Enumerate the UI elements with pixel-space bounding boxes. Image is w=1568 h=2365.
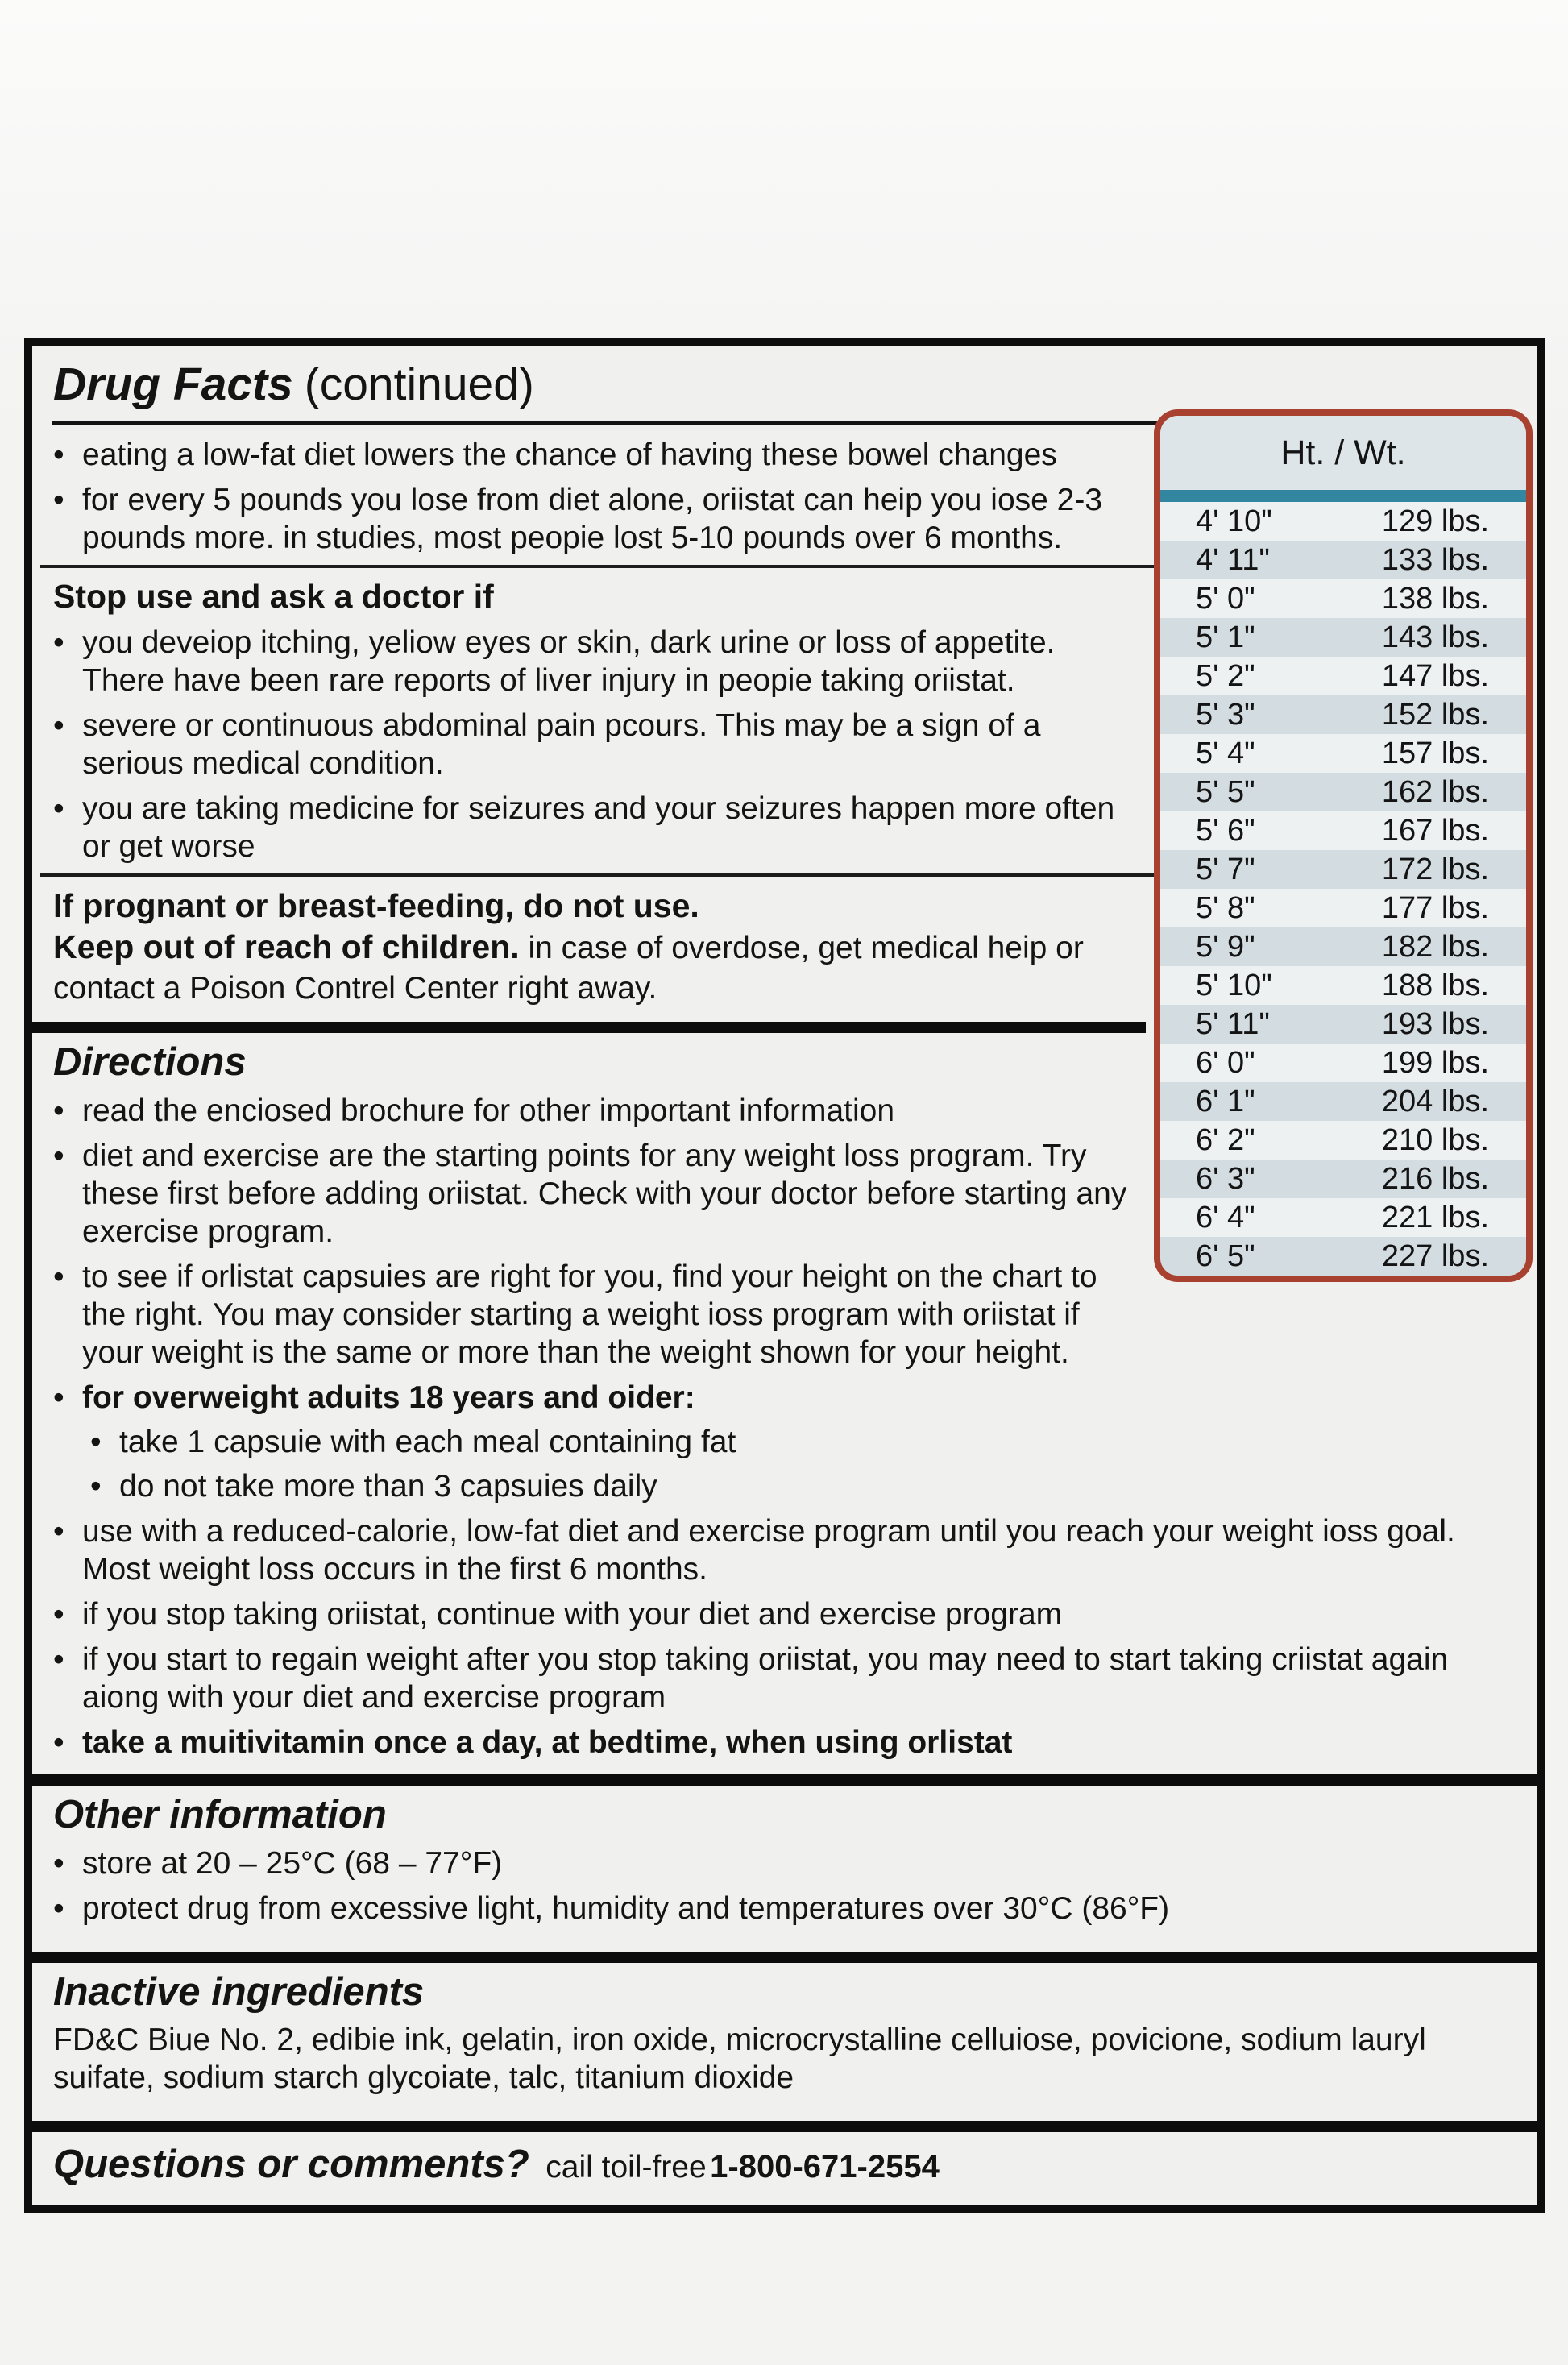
section-divider — [40, 565, 1159, 568]
bullet-icon: • — [53, 625, 64, 660]
height-cell: 6' 3" — [1196, 1161, 1255, 1196]
weight-cell: 182 lbs. — [1381, 929, 1489, 964]
height-cell: 5' 10" — [1196, 968, 1272, 1002]
chart-teal-bar — [1160, 490, 1526, 502]
directions-heading: Directions — [53, 1040, 247, 1084]
weight-cell: 199 lbs. — [1381, 1045, 1489, 1080]
list-item — [53, 1890, 1516, 1927]
table-row — [1160, 657, 1526, 695]
height-cell: 5' 11" — [1196, 1006, 1270, 1041]
list-item — [53, 1258, 1136, 1371]
list-item — [53, 1379, 1516, 1417]
list-item — [53, 436, 1136, 474]
bullet-text: you are taking medicine for seizures and your seizures happen more often or get worse — [82, 791, 1115, 864]
bullet-icon: • — [53, 791, 64, 826]
bullet-text: read the enciosed brochure for other important information — [82, 1093, 895, 1128]
weight-cell: 221 lbs. — [1381, 1200, 1489, 1234]
bullet-text: if you stop taking oriistat, continue with your diet and exercise program — [82, 1597, 1063, 1632]
inactive-ingredients-heading: Inactive ingredients — [53, 1970, 425, 2014]
weight-cell: 162 lbs. — [1381, 774, 1489, 809]
call-toll-free-text: cail toil-free — [545, 2150, 707, 2185]
table-row — [1160, 850, 1526, 889]
inactive-ingredients-section — [32, 1969, 1537, 2108]
bullet-text: to see if orlistat capsuies are right for you, find your height on the chart to the right. You may consider starting a weight ioss program with oriistat if your weight is the same or more than the weight shown for your height. — [82, 1259, 1097, 1370]
list-item — [53, 790, 1136, 865]
weight-cell: 167 lbs. — [1381, 813, 1489, 848]
weight-cell: 193 lbs. — [1381, 1006, 1489, 1041]
weight-cell: 133 lbs. — [1381, 542, 1489, 577]
height-weight-chart — [1154, 409, 1533, 1282]
height-cell: 5' 8" — [1196, 890, 1255, 925]
table-row — [1160, 502, 1526, 541]
phone-number: 1-800-671-2554 — [710, 2149, 940, 2185]
weight-cell: 157 lbs. — [1381, 736, 1489, 770]
bullet-icon: • — [53, 1891, 64, 1926]
list-item — [90, 1467, 1516, 1505]
list-item — [53, 1641, 1516, 1716]
bullet-icon: • — [53, 708, 64, 743]
table-row — [1160, 579, 1526, 618]
height-cell: 6' 4" — [1196, 1200, 1255, 1234]
weight-cell: 129 lbs. — [1381, 504, 1489, 538]
keep-out-rest: in case of overdose, get medical heip or contact a Poison Contrel Center right away. — [53, 931, 1084, 1006]
list-item — [53, 1092, 1136, 1130]
weight-cell: 152 lbs. — [1381, 697, 1489, 732]
bullet-icon: • — [53, 1514, 64, 1549]
drug-facts-title-continued: (continued) — [304, 359, 534, 410]
questions-heading: Questions or comments? — [53, 2143, 529, 2186]
bullet-text: protect drug from excessive light, humidity and temperatures over 30°C (86°F) — [82, 1891, 1170, 1926]
other-information-section — [32, 1792, 1537, 1939]
list-item — [90, 1423, 1516, 1461]
inactive-ingredients-list: FD&C Biue No. 2, edibie ink, gelatin, iron oxide, microcrystalline celluiose, povicione, sodium lauryl suifate, sodium starch glycoiate, talc, titanium dioxide — [53, 2023, 1426, 2095]
height-cell: 5' 1" — [1196, 620, 1255, 654]
bullet-icon: • — [53, 1139, 64, 1173]
bullet-text: severe or continuous abdominal pain pcours. This may be a sign of a serious medical condition. — [82, 708, 1041, 781]
section-bar-divider — [32, 1022, 1146, 1033]
height-weight-chart-header: Ht. / Wt. — [1160, 416, 1526, 490]
table-row — [1160, 1044, 1526, 1082]
table-row — [1160, 1237, 1526, 1276]
list-item — [53, 1724, 1516, 1761]
bullet-text: take 1 capsuie with each meal containing fat — [119, 1425, 736, 1459]
bullet-icon: • — [53, 438, 64, 472]
table-row — [1160, 966, 1526, 1005]
drug-facts-title-bold: Drug Facts — [53, 359, 293, 410]
list-item — [53, 1512, 1516, 1588]
other-information-heading: Other information — [53, 1793, 387, 1836]
bullet-text: for overweight aduits 18 years and oider: — [82, 1380, 695, 1415]
table-row — [1160, 618, 1526, 657]
table-row — [1160, 541, 1526, 579]
weight-cell: 177 lbs. — [1381, 890, 1489, 925]
bullet-text: take a muitivitamin once a day, at bedtime, when using orlistat — [82, 1725, 1013, 1760]
table-row — [1160, 1198, 1526, 1237]
list-item — [53, 1844, 1516, 1882]
weight-cell: 227 lbs. — [1381, 1239, 1489, 1273]
bullet-text: do not take more than 3 capsuies daily — [119, 1469, 657, 1504]
table-row — [1160, 1082, 1526, 1121]
height-cell: 4' 10" — [1196, 504, 1272, 538]
pregnancy-warning-section — [32, 885, 1157, 1009]
drug-facts-label — [24, 338, 1545, 2213]
height-cell: 5' 6" — [1196, 813, 1255, 848]
list-item — [53, 481, 1136, 557]
bullet-text: store at 20 – 25°C (68 – 77°F) — [82, 1846, 503, 1881]
height-cell: 6' 2" — [1196, 1122, 1255, 1157]
page-title — [32, 346, 1537, 411]
bullet-icon: • — [53, 1597, 64, 1632]
section-bar-divider — [32, 1774, 1537, 1786]
stop-use-section — [32, 576, 1157, 865]
keep-out-of-reach — [53, 927, 1136, 1009]
bullet-icon: • — [53, 1725, 64, 1760]
bowel-changes-section — [32, 436, 1157, 557]
table-row — [1160, 1005, 1526, 1044]
table-row — [1160, 927, 1526, 966]
keep-out-bold: Keep out of reach of children. — [53, 928, 520, 965]
bullet-text: eating a low-fat diet lowers the chance of having these bowel changes — [82, 438, 1057, 472]
height-cell: 5' 7" — [1196, 852, 1255, 886]
height-cell: 5' 0" — [1196, 581, 1255, 616]
bullet-text: use with a reduced-calorie, low-fat diet and exercise program until you reach your weight ioss goal. Most weight loss occurs in the first 6 months. — [82, 1514, 1455, 1587]
bullet-icon: • — [53, 1380, 64, 1415]
bullet-icon: • — [53, 1642, 64, 1677]
bullet-icon: • — [53, 1259, 64, 1294]
list-item — [53, 1595, 1516, 1633]
bullet-icon: • — [90, 1469, 102, 1504]
table-row — [1160, 773, 1526, 811]
table-row — [1160, 889, 1526, 927]
bullet-text: diet and exercise are the starting points for any weight loss program. Try these first before adding oriistat. Check with your doctor before starting any exercise program. — [82, 1139, 1127, 1249]
weight-cell: 210 lbs. — [1381, 1122, 1489, 1157]
height-cell: 5' 2" — [1196, 658, 1255, 693]
list-item — [53, 707, 1136, 782]
pregnancy-warning: If prognant or breast-feeding, do not use. — [53, 887, 699, 924]
table-row — [1160, 811, 1526, 850]
table-row — [1160, 1121, 1526, 1160]
questions-section — [32, 2132, 1537, 2205]
table-row — [1160, 734, 1526, 773]
section-divider — [40, 873, 1159, 877]
table-row — [1160, 1160, 1526, 1198]
section-bar-divider — [32, 2121, 1537, 2132]
list-item — [53, 624, 1136, 699]
bullet-text: you deveiop itching, yeliow eyes or skin, dark urine or loss of appetite. There have been rare reports of liver injury in peopie taking oriistat. — [82, 625, 1056, 698]
height-cell: 4' 11" — [1196, 542, 1270, 577]
bullet-icon: • — [90, 1425, 102, 1459]
bullet-icon: • — [53, 483, 64, 517]
bullet-text: for every 5 pounds you lose from diet alone, oriistat can heip you iose 2-3 pounds more. in studies, most peopie lost 5-10 pounds over 6 months. — [82, 483, 1103, 555]
weight-cell: 147 lbs. — [1381, 658, 1489, 693]
stop-use-heading: Stop use and ask a doctor if — [53, 578, 494, 615]
height-cell: 6' 5" — [1196, 1239, 1255, 1273]
list-item — [53, 1137, 1136, 1251]
bullet-icon: • — [53, 1846, 64, 1881]
height-cell: 5' 5" — [1196, 774, 1255, 809]
weight-cell: 216 lbs. — [1381, 1161, 1489, 1196]
height-cell: 5' 3" — [1196, 697, 1255, 732]
height-cell: 5' 9" — [1196, 929, 1255, 964]
weight-cell: 143 lbs. — [1381, 620, 1489, 654]
weight-cell: 138 lbs. — [1381, 581, 1489, 616]
bullet-text: if you start to regain weight after you stop taking oriistat, you may need to start taking criistat again aiong with your diet and exercise program — [82, 1642, 1449, 1715]
height-cell: 5' 4" — [1196, 736, 1255, 770]
section-bar-divider — [32, 1952, 1537, 1963]
height-cell: 6' 0" — [1196, 1045, 1255, 1080]
table-row — [1160, 695, 1526, 734]
height-cell: 6' 1" — [1196, 1084, 1255, 1118]
weight-cell: 204 lbs. — [1381, 1084, 1489, 1118]
weight-cell: 172 lbs. — [1381, 852, 1489, 886]
bullet-icon: • — [53, 1093, 64, 1128]
weight-cell: 188 lbs. — [1381, 968, 1489, 1002]
